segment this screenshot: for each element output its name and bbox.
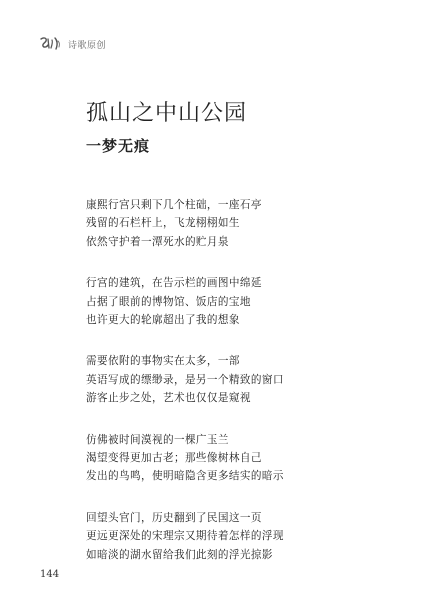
poem-line: 发出的鸟鸣，使明暗隐含更多结实的暗示	[86, 470, 284, 483]
poem-line: 回望头官门，历史翻到了民国这一页	[86, 511, 262, 524]
calligraphy-logo-icon	[38, 36, 64, 52]
poem-line: 占据了眼前的博物馆、饭店的宝地	[86, 295, 251, 308]
poem-line: 也许更大的轮廓超出了我的想象	[86, 314, 240, 327]
poem-body	[86, 196, 284, 587]
poem-line: 行宫的建筑，在告示栏的画图中绵延	[86, 277, 262, 290]
poem-line: 依然守护着一潭死水的贮月泉	[86, 235, 229, 248]
page-number: 144	[40, 569, 60, 580]
stanza	[86, 509, 284, 564]
poem-line: 如暗淡的湖水留给我们此刻的浮光掠影	[86, 548, 273, 561]
stanza	[86, 431, 284, 486]
stanza	[86, 352, 284, 407]
poem-line: 需要依附的事物实在太多，一部	[86, 355, 240, 368]
poem-line: 游客止步之处，艺术也仅仅是窥视	[86, 392, 251, 405]
poem-line: 仿佛被时间漠视的一棵广玉兰	[86, 433, 229, 446]
poem-title: 孤山之中山公园	[86, 101, 248, 126]
stanza	[86, 196, 284, 251]
poem-line: 更远更深处的宋理宗又期待着怎样的浮现	[86, 530, 284, 543]
poem-line: 英语写成的缥缈录，是另一个精致的窗口	[86, 373, 284, 386]
poem-line: 渴望变得更加古老；那些像树林自己	[86, 452, 262, 465]
page-header	[38, 36, 106, 52]
poem-line: 康熙行宫只剩下几个柱础，一座石亭	[86, 199, 262, 211]
stanza	[86, 274, 284, 329]
poem-author: 一梦无痕	[86, 137, 151, 155]
poem-line: 残留的石栏杆上，飞龙栩栩如生	[86, 217, 240, 230]
section-label: 诗歌原创	[68, 40, 107, 51]
